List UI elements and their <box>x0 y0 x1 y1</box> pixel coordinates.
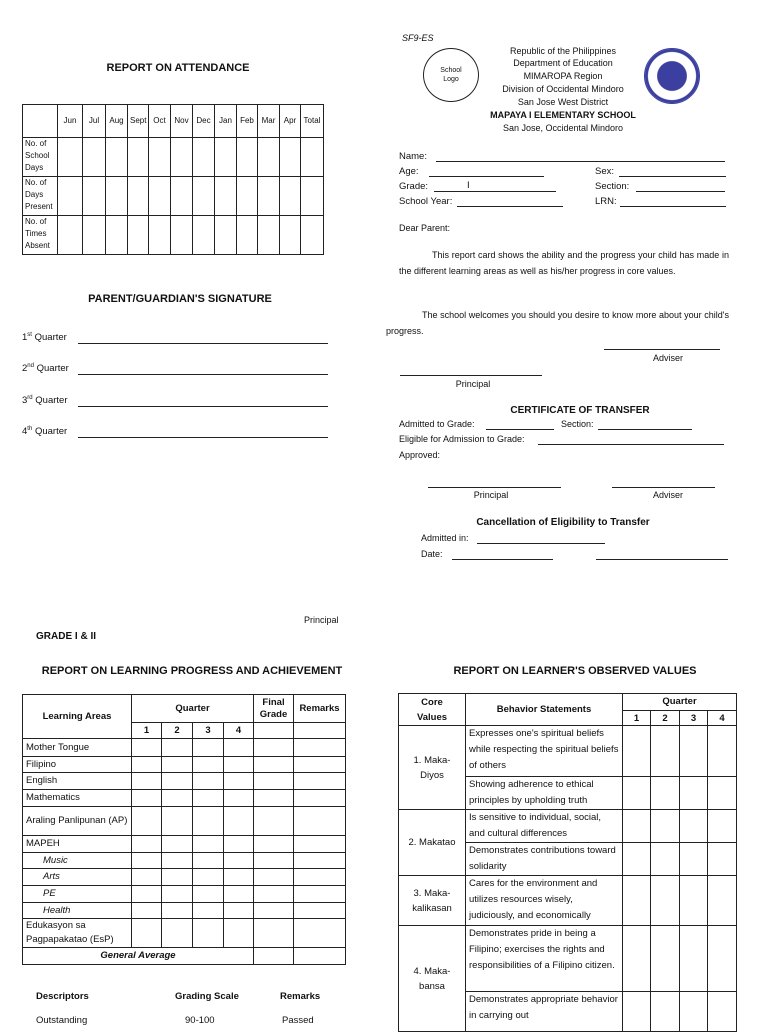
subject-name: PE <box>23 886 132 903</box>
header-line: Department of Education <box>513 58 613 68</box>
rating-cell[interactable] <box>708 926 737 992</box>
cert-principal-line[interactable] <box>428 487 561 488</box>
grade-cell[interactable] <box>254 836 294 853</box>
rating-cell[interactable] <box>680 777 708 810</box>
cert-principal-label: Principal <box>473 490 509 500</box>
subject-row <box>23 836 346 853</box>
rating-cell[interactable] <box>623 810 651 843</box>
values-header-row <box>399 694 737 711</box>
attendance-cell[interactable] <box>258 138 280 177</box>
month-header: Aug <box>106 105 128 138</box>
quarter-number: 1 <box>22 332 28 344</box>
school-year-label: School Year: <box>399 196 453 207</box>
rating-cell[interactable] <box>680 992 708 1032</box>
month-header: Mar <box>258 105 280 138</box>
grade-cell[interactable] <box>193 919 224 948</box>
name-label: Name: <box>399 151 427 162</box>
lrn-field[interactable] <box>620 206 726 207</box>
final-grade-header: Final Grade <box>254 695 294 723</box>
rating-cell[interactable] <box>680 726 708 777</box>
subject-name: Edukasyon sa Pagpapakatao (EsP) <box>23 919 132 948</box>
rating-cell[interactable] <box>651 810 680 843</box>
header-line: Division of Occidental Mindoro <box>502 84 624 94</box>
month-header: Jan <box>215 105 237 138</box>
rating-cell[interactable] <box>680 926 708 992</box>
attendance-cell[interactable] <box>258 177 280 216</box>
grade-cell[interactable] <box>254 739 294 757</box>
core-value-name: 2. Makatao <box>399 810 466 876</box>
attendance-cell[interactable] <box>106 216 128 255</box>
quarter-suffix: th <box>27 426 33 432</box>
month-header: Jun <box>58 105 83 138</box>
attendance-row <box>23 177 324 216</box>
grade-cell[interactable] <box>162 757 193 773</box>
month-header: Jul <box>83 105 106 138</box>
month-header: Total <box>301 105 324 138</box>
signature-title: PARENT/GUARDIAN'S SIGNATURE <box>88 293 272 305</box>
attendance-row-label: No. of Days Present <box>23 177 58 216</box>
quarter-number: 2 <box>22 363 28 375</box>
letter-paragraph-2: The school welcomes you should you desire to know more about your child's progress. <box>386 310 729 336</box>
attendance-cell[interactable] <box>128 177 149 216</box>
grade-cell[interactable] <box>224 739 254 757</box>
grade-cell[interactable] <box>294 869 346 886</box>
cert-adviser-line[interactable] <box>612 487 715 488</box>
grade-cell[interactable] <box>224 919 254 948</box>
section-label: Section: <box>595 181 630 192</box>
grade-cell[interactable] <box>132 869 162 886</box>
subject-name: Music <box>23 853 132 869</box>
attendance-cell[interactable] <box>193 138 215 177</box>
grade-cell[interactable] <box>294 739 346 757</box>
quarter-word: Quarter <box>32 426 68 438</box>
certificate-title: CERTIFICATE OF TRANSFER <box>510 405 650 416</box>
signature-quarter-label <box>22 363 69 374</box>
attendance-cell[interactable] <box>215 216 237 255</box>
grade-cell[interactable] <box>224 853 254 869</box>
admitted-in-field[interactable] <box>477 543 605 544</box>
header-line: Republic of the Philippines <box>509 46 617 56</box>
grade-cell[interactable] <box>193 757 224 773</box>
grade-field[interactable] <box>434 191 556 192</box>
grade-cell[interactable] <box>254 757 294 773</box>
signature-quarter-label <box>22 426 67 437</box>
grade-cell[interactable] <box>162 807 193 836</box>
grade-cell[interactable] <box>132 790 162 807</box>
grade-cell[interactable] <box>193 739 224 757</box>
month-header: Nov <box>171 105 193 138</box>
values-quarter-number: 1 <box>623 711 651 726</box>
general-average-final[interactable] <box>254 948 294 965</box>
values-table <box>398 693 737 1032</box>
month-header: Oct <box>149 105 171 138</box>
descriptor-cell: Outstanding <box>36 1015 88 1026</box>
month-header: Feb <box>237 105 258 138</box>
grade-cell[interactable] <box>193 807 224 836</box>
grade-cell[interactable] <box>162 790 193 807</box>
attendance-corner-cell <box>23 105 58 138</box>
rating-cell[interactable] <box>623 926 651 992</box>
grade-cell[interactable] <box>193 869 224 886</box>
subject-name: Arts <box>23 869 132 886</box>
grade-cell[interactable] <box>294 853 346 869</box>
school-logo-label: School Logo <box>440 67 462 83</box>
month-header: Apr <box>280 105 301 138</box>
attendance-cell[interactable] <box>58 177 83 216</box>
signature-line[interactable] <box>78 343 328 344</box>
name-field[interactable] <box>436 161 725 162</box>
approved-label: Approved: <box>399 450 441 460</box>
quarter-number-header: 1 <box>132 723 162 739</box>
subject-row <box>23 853 346 869</box>
attendance-cell[interactable] <box>149 216 171 255</box>
grade-cell[interactable] <box>294 773 346 790</box>
descriptor-cell: Passed <box>282 1015 314 1026</box>
attendance-cell[interactable] <box>237 138 258 177</box>
subject-name: MAPEH <box>23 836 132 853</box>
attendance-cell[interactable] <box>106 177 128 216</box>
behavior-statement: Expresses one's spiritual beliefs while respecting the spiritual beliefs of others <box>466 726 623 777</box>
month-header: Sept <box>128 105 149 138</box>
attendance-cell[interactable] <box>301 138 324 177</box>
grade-cell[interactable] <box>254 869 294 886</box>
subject-row <box>23 869 346 886</box>
attendance-cell[interactable] <box>193 216 215 255</box>
rating-cell[interactable] <box>708 777 737 810</box>
cancellation-title: Cancellation of Eligibility to Transfer <box>476 517 650 528</box>
behavior-row <box>399 926 737 992</box>
grade-cell[interactable] <box>162 836 193 853</box>
grade-cell[interactable] <box>224 790 254 807</box>
behavior-statement: Demonstrates appropriate behavior in carrying out <box>466 992 623 1032</box>
rating-cell[interactable] <box>623 876 651 926</box>
descriptor-header: Descriptors <box>36 991 89 1002</box>
subject-row <box>23 807 346 836</box>
grade-cell[interactable] <box>193 853 224 869</box>
grade-cell[interactable] <box>193 886 224 903</box>
attendance-cell[interactable] <box>149 138 171 177</box>
attendance-cell[interactable] <box>83 177 106 216</box>
behavior-statement: Cares for the environment and utilizes resources wisely, judiciously, and economically <box>466 876 623 926</box>
grade-cell[interactable] <box>254 790 294 807</box>
rating-cell[interactable] <box>651 992 680 1032</box>
grade-cell[interactable] <box>162 886 193 903</box>
learning-areas-header: Learning Areas <box>23 695 132 739</box>
attendance-cell[interactable] <box>280 216 301 255</box>
grade-cell[interactable] <box>132 739 162 757</box>
grade-cell[interactable] <box>224 836 254 853</box>
grade-cell[interactable] <box>162 773 193 790</box>
subject-name: Health <box>23 903 132 919</box>
behavior-row <box>399 726 737 777</box>
adviser-label: Adviser <box>652 353 684 363</box>
values-quarter-number: 3 <box>680 711 708 726</box>
quarter-suffix: st <box>27 332 32 338</box>
deped-seal-icon <box>644 48 700 104</box>
grade-cell[interactable] <box>132 773 162 790</box>
subject-row <box>23 919 346 948</box>
subject-row <box>23 773 346 790</box>
grade-cell[interactable] <box>193 790 224 807</box>
learning-table <box>22 694 346 965</box>
attendance-cell[interactable] <box>280 138 301 177</box>
learning-header-row <box>23 695 346 723</box>
rating-cell[interactable] <box>651 926 680 992</box>
quarter-word: Quarter <box>33 363 69 375</box>
behavior-statement: Is sensitive to individual, social, and cultural differences <box>466 810 623 843</box>
descriptor-header: Grading Scale <box>175 991 239 1002</box>
grade-cell[interactable] <box>132 757 162 773</box>
rating-cell[interactable] <box>680 843 708 876</box>
attendance-cell[interactable] <box>106 138 128 177</box>
subject-row <box>23 903 346 919</box>
date-field[interactable] <box>452 559 553 560</box>
behavior-row <box>399 876 737 926</box>
quarter-number: 3 <box>22 395 28 407</box>
eligible-label: Eligible for Admission to Grade: <box>399 434 525 444</box>
attendance-title: REPORT ON ATTENDANCE <box>106 62 250 74</box>
header-line: MIMAROPA Region <box>523 71 603 81</box>
grade-cell[interactable] <box>162 739 193 757</box>
grade-cell[interactable] <box>254 773 294 790</box>
rating-cell[interactable] <box>680 810 708 843</box>
cert-section-field[interactable] <box>598 429 692 430</box>
cert-section-label: Section: <box>561 419 594 429</box>
form-code: SF9-ES <box>402 33 434 43</box>
behavior-statement: Demonstrates contributions toward solidarity <box>466 843 623 876</box>
subject-name: Filipino <box>23 757 132 773</box>
remarks-subheader <box>294 723 346 739</box>
subject-row <box>23 886 346 903</box>
section-field[interactable] <box>636 191 725 192</box>
core-value-name: 3. Maka-kalikasan <box>399 876 466 926</box>
grade-level: GRADE I & II <box>36 631 97 642</box>
rating-cell[interactable] <box>623 843 651 876</box>
grade-cell[interactable] <box>162 903 193 919</box>
rating-cell[interactable] <box>708 992 737 1032</box>
rating-cell[interactable] <box>623 777 651 810</box>
signature-line[interactable] <box>78 406 328 407</box>
grade-cell[interactable] <box>132 807 162 836</box>
eligible-field[interactable] <box>538 444 724 445</box>
grade-cell[interactable] <box>193 903 224 919</box>
rating-cell[interactable] <box>623 992 651 1032</box>
rating-cell[interactable] <box>651 843 680 876</box>
behavior-statement: Showing adherence to ethical principles by upholding truth <box>466 777 623 810</box>
header-line: San Jose West District <box>517 97 609 107</box>
values-title: REPORT ON LEARNER'S OBSERVED VALUES <box>453 665 697 677</box>
grade-value: I <box>467 180 470 191</box>
core-value-name: 1. Maka-Diyos <box>399 726 466 810</box>
general-average-row <box>23 948 346 965</box>
subject-name: English <box>23 773 132 790</box>
subject-name: Araling Panlipunan (AP) <box>23 807 132 836</box>
attendance-row-label: No. of School Days <box>23 138 58 177</box>
quarter-number-header: 4 <box>224 723 254 739</box>
grade-cell[interactable] <box>132 903 162 919</box>
subject-name: Mathematics <box>23 790 132 807</box>
quarter-header: Quarter <box>132 695 254 723</box>
attendance-cell[interactable] <box>301 177 324 216</box>
grade-cell[interactable] <box>224 886 254 903</box>
lrn-label: LRN: <box>595 196 617 207</box>
attendance-cell[interactable] <box>83 138 106 177</box>
attendance-cell[interactable] <box>171 177 193 216</box>
school-year-field[interactable] <box>457 206 563 207</box>
sex-field[interactable] <box>619 176 726 177</box>
age-field[interactable] <box>429 176 544 177</box>
month-header: Dec <box>193 105 215 138</box>
grade-cell[interactable] <box>193 836 224 853</box>
attendance-cell[interactable] <box>237 216 258 255</box>
grade-cell[interactable] <box>224 903 254 919</box>
subject-row <box>23 757 346 773</box>
attendance-cell[interactable] <box>83 216 106 255</box>
values-quarter-header: Quarter <box>623 694 737 711</box>
attendance-cell[interactable] <box>58 138 83 177</box>
behavior-statement: Demonstrates pride in being a Filipino; exercises the rights and responsibilities of a Filipino citizen. <box>466 926 623 992</box>
attendance-cell[interactable] <box>58 216 83 255</box>
sex-label: Sex: <box>595 166 615 177</box>
quarter-number: 4 <box>22 426 28 438</box>
signature-quarter-label <box>22 332 67 343</box>
grade-cell[interactable] <box>132 919 162 948</box>
cancellation-signature-line[interactable] <box>596 559 728 560</box>
admitted-grade-label: Admitted to Grade: <box>399 419 475 429</box>
signature-line[interactable] <box>78 437 328 438</box>
quarter-number-header: 2 <box>162 723 193 739</box>
attendance-row <box>23 138 324 177</box>
grade-cell[interactable] <box>132 886 162 903</box>
attendance-cell[interactable] <box>237 177 258 216</box>
adviser-signature-line[interactable] <box>604 349 720 350</box>
grade-cell[interactable] <box>294 886 346 903</box>
school-logo-placeholder <box>423 48 479 102</box>
rating-cell[interactable] <box>623 726 651 777</box>
attendance-cell[interactable] <box>171 216 193 255</box>
grade-cell[interactable] <box>294 807 346 836</box>
general-average-remarks[interactable] <box>294 948 346 965</box>
cert-adviser-label: Adviser <box>652 490 684 500</box>
letter-paragraph-1: This report card shows the ability and the progress your child has made in the different learning areas as well as his/her progress in core values. <box>399 250 729 276</box>
values-quarter-number: 4 <box>708 711 737 726</box>
rating-cell[interactable] <box>708 876 737 926</box>
grade-cell[interactable] <box>132 836 162 853</box>
admitted-in-label: Admitted in: <box>421 533 469 543</box>
attendance-row <box>23 216 324 255</box>
signature-line[interactable] <box>78 374 328 375</box>
attendance-cell[interactable] <box>128 138 149 177</box>
attendance-cell[interactable] <box>258 216 280 255</box>
grade-cell[interactable] <box>294 836 346 853</box>
general-average-label: General Average <box>23 948 254 965</box>
school-name: MAPAYA I ELEMENTARY SCHOOL <box>490 110 636 120</box>
quarter-suffix: rd <box>27 395 33 401</box>
learning-title: REPORT ON LEARNING PROGRESS AND ACHIEVEMENT <box>41 665 343 677</box>
grade-cell[interactable] <box>254 886 294 903</box>
signature-quarter-label <box>22 395 68 406</box>
attendance-cell[interactable] <box>171 138 193 177</box>
grade-cell[interactable] <box>254 919 294 948</box>
attendance-cell[interactable] <box>149 177 171 216</box>
grade-cell[interactable] <box>162 869 193 886</box>
grade-cell[interactable] <box>224 773 254 790</box>
grade-cell[interactable] <box>162 853 193 869</box>
subject-name: Mother Tongue <box>23 739 132 757</box>
grade-cell[interactable] <box>294 903 346 919</box>
grade-cell[interactable] <box>224 807 254 836</box>
rating-cell[interactable] <box>680 876 708 926</box>
attendance-cell[interactable] <box>215 177 237 216</box>
descriptor-header: Remarks <box>280 991 321 1002</box>
grade-cell[interactable] <box>294 757 346 773</box>
subject-row <box>23 739 346 757</box>
salutation: Dear Parent: <box>399 223 451 233</box>
attendance-table <box>22 104 324 255</box>
rating-cell[interactable] <box>651 777 680 810</box>
grade-label: Grade: <box>399 181 429 192</box>
behavior-row <box>399 810 737 843</box>
quarter-suffix: nd <box>27 363 34 369</box>
attendance-row-label: No. of Times Absent <box>23 216 58 255</box>
grade-cell[interactable] <box>224 757 254 773</box>
attendance-cell[interactable] <box>128 216 149 255</box>
rating-cell[interactable] <box>708 810 737 843</box>
rating-cell[interactable] <box>651 876 680 926</box>
attendance-cell[interactable] <box>280 177 301 216</box>
attendance-cell[interactable] <box>215 138 237 177</box>
grade-cell[interactable] <box>193 773 224 790</box>
grade-cell[interactable] <box>254 853 294 869</box>
rating-cell[interactable] <box>708 843 737 876</box>
grade-cell[interactable] <box>132 853 162 869</box>
grade-cell[interactable] <box>254 903 294 919</box>
quarter-word: Quarter <box>32 395 68 407</box>
values-quarter-number: 2 <box>651 711 680 726</box>
quarter-number-header: 3 <box>193 723 224 739</box>
principal-label: Principal <box>455 379 491 389</box>
attendance-header-row <box>23 105 324 138</box>
grade-cell[interactable] <box>294 790 346 807</box>
grade-cell[interactable] <box>224 869 254 886</box>
rating-cell[interactable] <box>708 726 737 777</box>
attendance-cell[interactable] <box>193 177 215 216</box>
subject-row <box>23 790 346 807</box>
descriptor-cell: 90-100 <box>185 1015 215 1026</box>
date-label: Date: <box>421 549 443 559</box>
cancellation-principal-label: Principal <box>304 615 339 625</box>
core-value-name: 4. Maka-bansa <box>399 926 466 1032</box>
final-grade-subheader <box>254 723 294 739</box>
principal-signature-line[interactable] <box>400 375 542 376</box>
attendance-cell[interactable] <box>301 216 324 255</box>
quarter-word: Quarter <box>31 332 67 344</box>
behavior-statements-header: Behavior Statements <box>466 694 623 726</box>
school-address: San Jose, Occidental Mindoro <box>502 123 624 133</box>
grade-cell[interactable] <box>254 807 294 836</box>
remarks-header: Remarks <box>294 695 346 723</box>
age-label: Age: <box>399 166 419 177</box>
grade-cell[interactable] <box>162 919 193 948</box>
grade-cell[interactable] <box>294 919 346 948</box>
rating-cell[interactable] <box>651 726 680 777</box>
admitted-grade-field[interactable] <box>486 429 554 430</box>
core-values-header: Core Values <box>399 694 466 726</box>
